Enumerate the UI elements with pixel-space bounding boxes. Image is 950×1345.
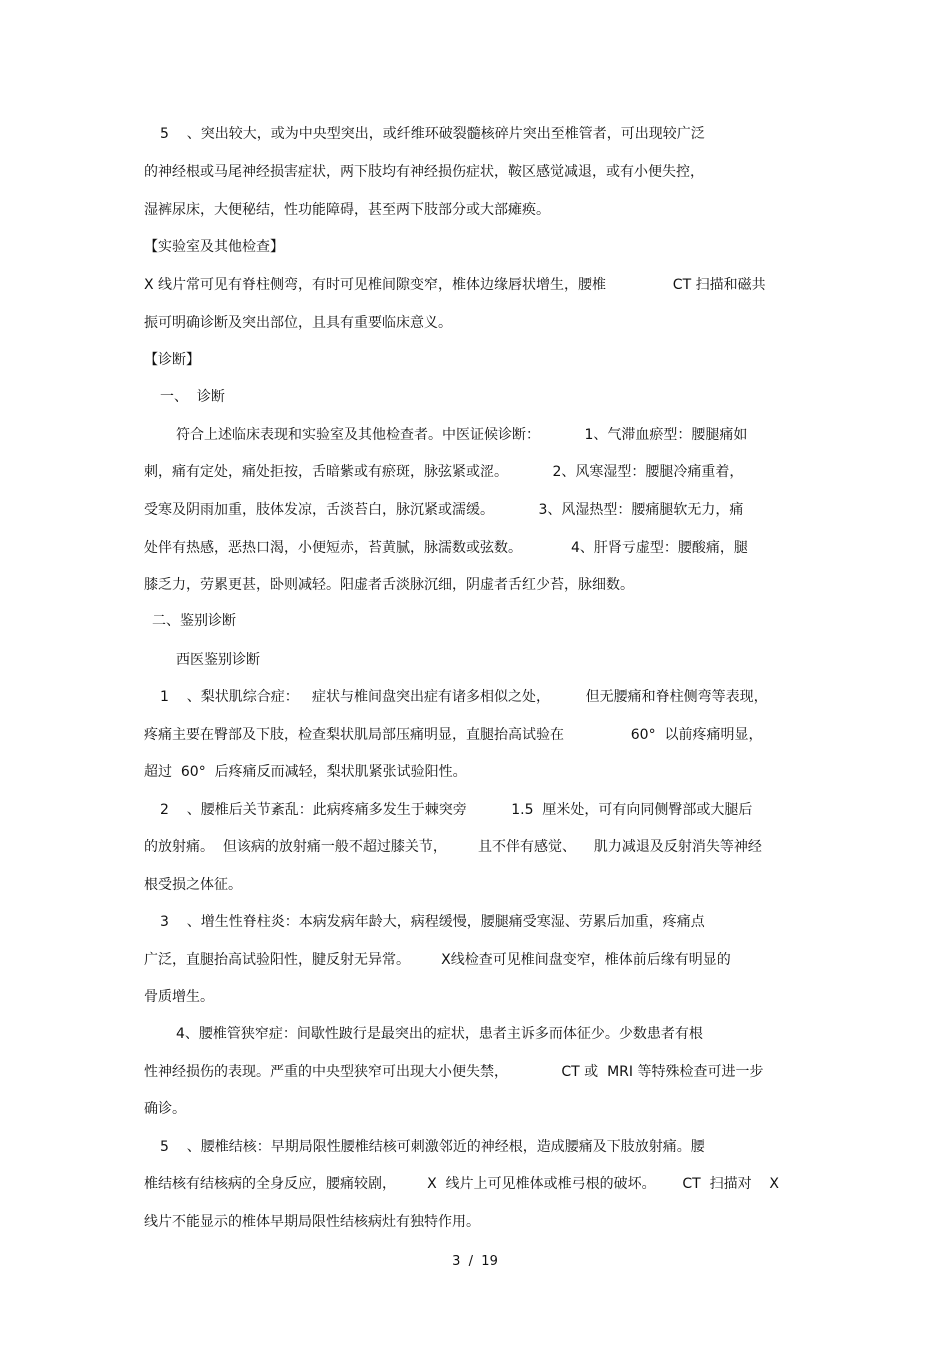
text-line: 的神经根或马尾神经损害症状，两下肢均有神经损伤症状，鞍区感觉减退，或有小便失控，	[144, 164, 704, 180]
text-line: 处伴有热感，恶热口渴，小便短赤，苔黄腻，脉濡数或弦数。 4、肝肾亏虚型：腰酸痛，腿	[144, 540, 748, 556]
text-line: 4、腰椎管狭窄症：间歇性跛行是最突出的症状，患者主诉多而体征少。少数患者有根	[176, 1026, 703, 1042]
text-line: 确诊。	[144, 1101, 186, 1117]
text-line: 广泛，直腿抬高试验阳性，腱反射无异常。 X线检查可见椎间盘变窄，椎体前后缘有明显的	[144, 952, 731, 968]
text-line: X 线片常可见有脊柱侧弯，有时可见椎间隙变窄，椎体边缘唇状增生，腰椎 CT 扫描和磁共	[144, 277, 766, 293]
section-heading: 【诊断】	[144, 352, 200, 368]
text-line: 符合上述临床表现和实验室及其他检查者。中医证候诊断： 1、气滞血瘀型：腰腿痛如	[176, 427, 748, 443]
text-line: 疼痛主要在臀部及下肢，检查梨状肌局部压痛明显，直腿抬高试验在 60° 以前疼痛明显，	[144, 727, 763, 743]
text-line: 振可明确诊断及突出部位，且具有重要临床意义。	[144, 315, 452, 331]
text-line: 刺，痛有定处，痛处拒按，舌暗紫或有瘀斑，脉弦紧或涩。 2、风寒湿型：腰腿冷痛重着，	[144, 464, 744, 480]
text-line: 湿裤尿床，大便秘结，性功能障碍，甚至两下肢部分或大部瘫痪。	[144, 202, 550, 218]
text-line: 1 、梨状肌综合症： 症状与椎间盘突出症有诸多相似之处， 但无腰痛和脊柱侧弯等表现，	[160, 689, 768, 705]
text-line: 线片不能显示的椎体早期局限性结核病灶有独特作用。	[144, 1214, 480, 1230]
page-number: 3 / 19	[452, 1254, 498, 1269]
text-line: 3 、增生性脊柱炎：本病发病年龄大，病程缓慢，腰腿痛受寒湿、劳累后加重，疼痛点	[160, 914, 705, 930]
text-line: 5 、突出较大，或为中央型突出，或纤维环破裂髓核碎片突出至椎管者，可出现较广泛	[160, 126, 705, 142]
subsection-heading: 二、鉴别诊断	[152, 613, 236, 629]
text-line: 5 、腰椎结核：早期局限性腰椎结核可刺激邻近的神经根，造成腰痛及下肢放射痛。腰	[160, 1139, 705, 1155]
text-line: 骨质增生。	[144, 989, 214, 1005]
subsection-heading: 一、 诊断	[160, 389, 225, 405]
section-heading: 【实验室及其他检查】	[144, 239, 284, 255]
text-line: 根受损之体征。	[144, 877, 242, 893]
text-line: 性神经损伤的表现。严重的中央型狭窄可出现大小便失禁， CT 或 MRI 等特殊检查可进一步	[144, 1064, 764, 1080]
text-line: 膝乏力，劳累更甚，卧则减轻。阳虚者舌淡脉沉细，阴虚者舌红少苔，脉细数。	[144, 577, 634, 593]
text-line: 的放射痛。 但该病的放射痛一般不超过膝关节， 且不伴有感觉、 肌力减退及反射消失等神经	[144, 839, 762, 855]
text-line: 2 、腰椎后关节紊乱：此病疼痛多发生于棘突旁 1.5 厘米处，可有向同侧臀部或大腿后	[160, 802, 753, 818]
subsection-heading: 西医鉴别诊断	[176, 652, 260, 668]
text-line: 超过 60° 后疼痛反而减轻，梨状肌紧张试验阳性。	[144, 764, 467, 780]
text-line: 椎结核有结核病的全身反应，腰痛较剧， X 线片上可见椎体或椎弓根的破坏。 CT 扫描对 X	[144, 1176, 779, 1192]
text-line: 受寒及阴雨加重，肢体发凉，舌淡苔白，脉沉紧或濡缓。 3、风湿热型：腰痛腿软无力，痛	[144, 502, 744, 518]
